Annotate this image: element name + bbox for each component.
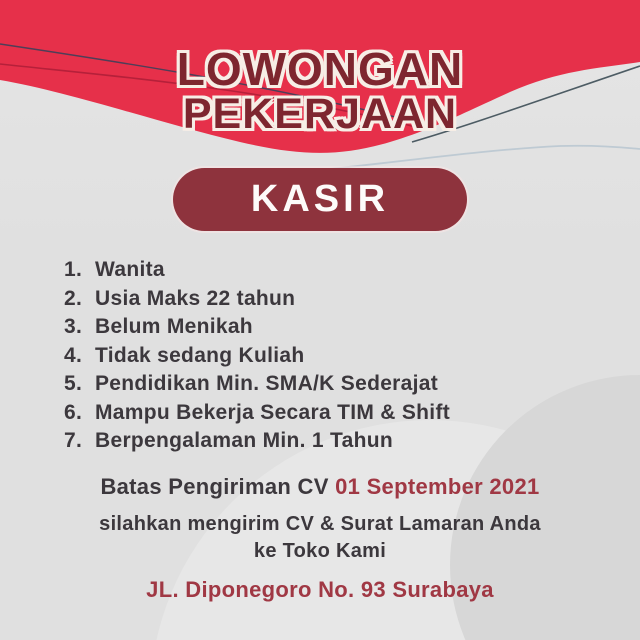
- deadline-date: 01 September 2021: [335, 474, 540, 499]
- requirement-text: Mampu Bekerja Secara TIM & Shift: [95, 400, 451, 424]
- requirement-item: [64, 370, 604, 399]
- title-line-2: PEKERJAAN: [182, 89, 458, 138]
- requirement-text: Belum Menikah: [95, 315, 253, 338]
- requirement-number: 3.: [64, 315, 83, 338]
- deadline-label: Batas Pengiriman CV: [100, 474, 329, 499]
- position-badge-label: KASIR: [250, 178, 390, 220]
- requirement-text: Pendidikan Min. SMA/K Sederajat: [95, 372, 439, 395]
- requirements-list: [64, 256, 604, 456]
- requirement-number: 2.: [64, 286, 83, 310]
- requirement-item: [64, 342, 604, 371]
- requirement-text: Berpengalaman Min. 1 Tahun: [95, 429, 393, 452]
- cta-line-1: silahkan mengirim CV & Surat Lamaran Anda: [99, 513, 541, 535]
- requirement-item: [64, 313, 604, 342]
- requirement-number: 5.: [64, 372, 83, 395]
- requirement-item: [64, 399, 604, 428]
- requirement-text: Tidak sedang Kuliah: [95, 343, 305, 367]
- address-text: JL. Diponegoro No. 93 Surabaya: [146, 577, 494, 602]
- requirement-text: Wanita: [95, 258, 165, 281]
- deadline-line: [0, 474, 640, 500]
- requirement-item: [64, 256, 604, 285]
- cta-line-2: ke Toko Kami: [253, 540, 387, 562]
- requirement-item: [64, 285, 604, 314]
- requirement-number: 7.: [64, 429, 83, 452]
- swoosh-line-lightblue: [320, 146, 640, 170]
- poster-title: [0, 43, 640, 138]
- position-badge: [173, 168, 467, 231]
- requirement-item: [64, 427, 604, 456]
- cta-text: [0, 511, 640, 565]
- requirement-number: 4.: [64, 343, 83, 367]
- title-line-1: LOWONGAN: [176, 43, 464, 95]
- requirement-text: Usia Maks 22 tahun: [95, 286, 296, 310]
- requirement-number: 1.: [64, 258, 83, 281]
- requirement-number: 6.: [64, 400, 83, 424]
